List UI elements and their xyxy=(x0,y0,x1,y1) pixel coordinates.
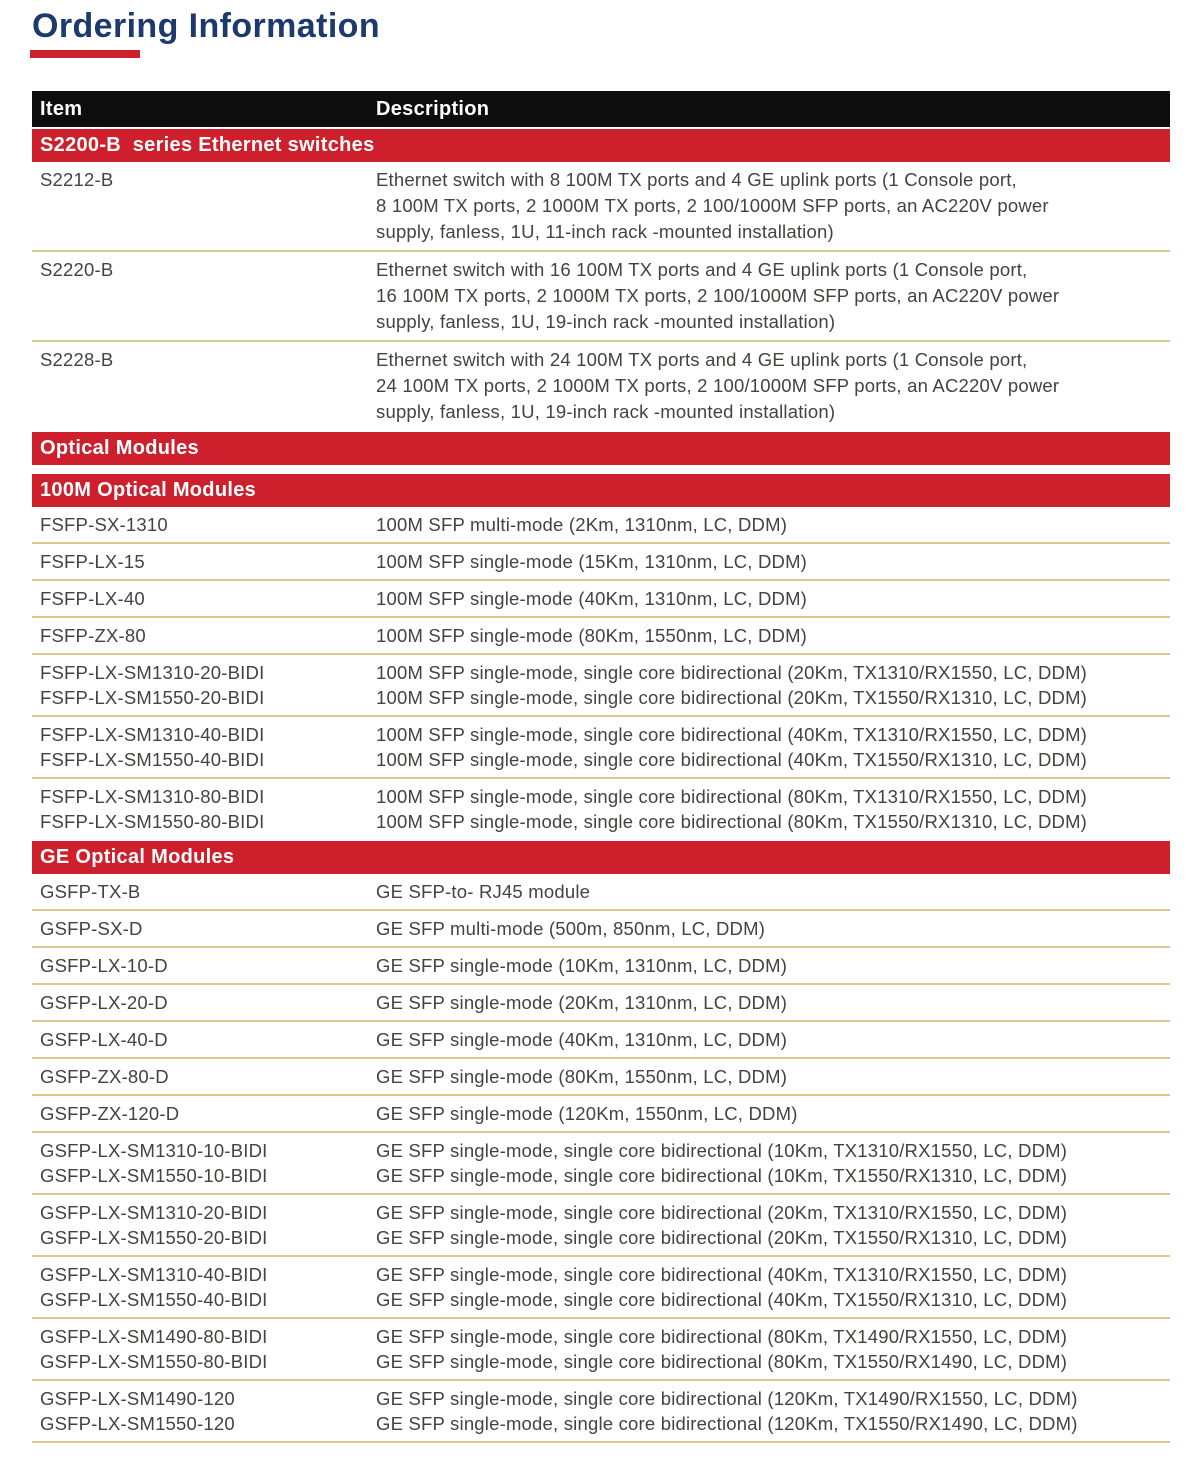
item-cell xyxy=(40,722,376,772)
description-text: 100M SFP single-mode, single core bidirectional (40Km, TX1550/RX1310, LC, DDM) xyxy=(376,749,1088,770)
description-text: 16 100M TX ports, 2 1000M TX ports, 2 100/1000M SFP ports, an AC220V power xyxy=(376,285,1060,306)
table-row xyxy=(32,1257,1170,1319)
item-cell xyxy=(40,784,376,834)
item-code: FSFP-ZX-80 xyxy=(40,625,146,646)
description-cell xyxy=(376,549,1170,574)
description-cell xyxy=(376,1324,1170,1374)
table-row xyxy=(32,252,1170,342)
item-code: FSFP-SX-1310 xyxy=(40,514,168,535)
item-cell xyxy=(40,953,376,978)
table-row xyxy=(32,162,1170,252)
description-cell xyxy=(376,784,1170,834)
table-body xyxy=(32,129,1170,1443)
item-code: GSFP-LX-10-D xyxy=(40,955,168,976)
table-row xyxy=(32,717,1170,779)
item-code: GSFP-LX-SM1550-120 xyxy=(40,1413,235,1434)
description-cell xyxy=(376,660,1170,710)
item-cell xyxy=(40,1324,376,1374)
description-text: 24 100M TX ports, 2 1000M TX ports, 2 100/1000M SFP ports, an AC220V power xyxy=(376,375,1060,396)
item-code: FSFP-LX-40 xyxy=(40,588,145,609)
description-cell xyxy=(376,879,1170,904)
description-text: 100M SFP single-mode (15Km, 1310nm, LC, DDM) xyxy=(376,551,808,572)
description-cell xyxy=(376,167,1170,245)
page-title: Ordering Information xyxy=(32,7,380,45)
item-code: GSFP-LX-SM1550-10-BIDI xyxy=(40,1165,268,1186)
item-code: FSFP-LX-SM1310-80-BIDI xyxy=(40,786,265,807)
item-cell xyxy=(40,1386,376,1436)
item-code: GSFP-LX-SM1490-120 xyxy=(40,1388,235,1409)
description-cell xyxy=(376,1101,1170,1126)
description-text: supply, fanless, 1U, 11-inch rack -mounted installation) xyxy=(376,221,834,242)
item-cell xyxy=(40,347,376,425)
table-row xyxy=(32,1319,1170,1381)
description-cell xyxy=(376,1064,1170,1089)
description-text: 100M SFP single-mode, single core bidirectional (40Km, TX1310/RX1550, LC, DDM) xyxy=(376,724,1088,745)
description-cell xyxy=(376,953,1170,978)
description-text: GE SFP single-mode, single core bidirectional (120Km, TX1550/RX1490, LC, DDM) xyxy=(376,1413,1078,1434)
description-cell xyxy=(376,722,1170,772)
table-row xyxy=(32,1381,1170,1443)
item-cell xyxy=(40,1138,376,1188)
description-text: GE SFP single-mode (120Km, 1550nm, LC, DDM) xyxy=(376,1103,798,1124)
item-code: GSFP-LX-SM1310-40-BIDI xyxy=(40,1264,268,1285)
description-text: GE SFP multi-mode (500m, 850nm, LC, DDM) xyxy=(376,918,766,939)
item-code: GSFP-LX-SM1490-80-BIDI xyxy=(40,1326,268,1347)
table-row xyxy=(32,1133,1170,1195)
description-cell xyxy=(376,1386,1170,1436)
table-row xyxy=(32,911,1170,948)
description-text: 100M SFP single-mode (40Km, 1310nm, LC, DDM) xyxy=(376,588,808,609)
description-cell xyxy=(376,586,1170,611)
description-text: 100M SFP single-mode, single core bidirectional (20Km, TX1310/RX1550, LC, DDM) xyxy=(376,662,1088,683)
description-text: Ethernet switch with 16 100M TX ports and 4 GE uplink ports (1 Console port, xyxy=(376,259,1028,280)
description-text: GE SFP single-mode (80Km, 1550nm, LC, DDM) xyxy=(376,1066,788,1087)
item-cell xyxy=(40,916,376,941)
table-row xyxy=(32,342,1170,430)
item-code: GSFP-LX-SM1550-20-BIDI xyxy=(40,1227,268,1248)
section-band: GE Optical Modules xyxy=(32,841,1170,874)
section-band: 100M Optical Modules xyxy=(32,474,1170,507)
description-text: supply, fanless, 1U, 19-inch rack -mounted installation) xyxy=(376,401,836,422)
item-cell xyxy=(40,549,376,574)
description-text: GE SFP single-mode (20Km, 1310nm, LC, DDM) xyxy=(376,992,788,1013)
item-code: S2212-B xyxy=(40,169,114,190)
description-text: Ethernet switch with 24 100M TX ports and 4 GE uplink ports (1 Console port, xyxy=(376,349,1028,370)
table-row xyxy=(32,1195,1170,1257)
item-code: FSFP-LX-SM1310-40-BIDI xyxy=(40,724,265,745)
item-code: GSFP-LX-SM1550-40-BIDI xyxy=(40,1289,268,1310)
description-text: GE SFP single-mode, single core bidirectional (10Km, TX1310/RX1550, LC, DDM) xyxy=(376,1140,1068,1161)
table-row xyxy=(32,874,1170,911)
table-row xyxy=(32,985,1170,1022)
description-text: GE SFP-to- RJ45 module xyxy=(376,881,591,902)
description-text: Ethernet switch with 8 100M TX ports and 4 GE uplink ports (1 Console port, xyxy=(376,169,1017,190)
description-text: GE SFP single-mode (40Km, 1310nm, LC, DDM) xyxy=(376,1029,788,1050)
item-code: GSFP-SX-D xyxy=(40,918,143,939)
item-code: GSFP-LX-SM1310-20-BIDI xyxy=(40,1202,268,1223)
item-cell xyxy=(40,990,376,1015)
item-code: FSFP-LX-SM1310-20-BIDI xyxy=(40,662,265,683)
description-cell xyxy=(376,990,1170,1015)
item-code: FSFP-LX-SM1550-20-BIDI xyxy=(40,687,265,708)
description-text: 100M SFP multi-mode (2Km, 1310nm, LC, DDM) xyxy=(376,514,788,535)
description-cell xyxy=(376,347,1170,425)
description-text: 100M SFP single-mode, single core bidirectional (80Km, TX1550/RX1310, LC, DDM) xyxy=(376,811,1088,832)
item-code: GSFP-TX-B xyxy=(40,881,141,902)
description-text: 100M SFP single-mode, single core bidirectional (20Km, TX1550/RX1310, LC, DDM) xyxy=(376,687,1088,708)
ordering-table xyxy=(32,91,1170,1443)
item-code: GSFP-LX-20-D xyxy=(40,992,168,1013)
item-code: GSFP-ZX-120-D xyxy=(40,1103,180,1124)
description-cell xyxy=(376,1200,1170,1250)
description-text: 8 100M TX ports, 2 1000M TX ports, 2 100/1000M SFP ports, an AC220V power xyxy=(376,195,1049,216)
description-text: GE SFP single-mode, single core bidirectional (40Km, TX1550/RX1310, LC, DDM) xyxy=(376,1289,1068,1310)
description-cell xyxy=(376,512,1170,537)
table-row xyxy=(32,655,1170,717)
description-text: GE SFP single-mode, single core bidirectional (20Km, TX1550/RX1310, LC, DDM) xyxy=(376,1227,1068,1248)
item-code: GSFP-LX-SM1310-10-BIDI xyxy=(40,1140,268,1161)
item-cell xyxy=(40,1262,376,1312)
description-cell xyxy=(376,1262,1170,1312)
description-text: GE SFP single-mode, single core bidirectional (120Km, TX1490/RX1550, LC, DDM) xyxy=(376,1388,1078,1409)
description-text: GE SFP single-mode, single core bidirectional (10Km, TX1550/RX1310, LC, DDM) xyxy=(376,1165,1068,1186)
table-row xyxy=(32,948,1170,985)
item-code: S2228-B xyxy=(40,349,114,370)
table-row xyxy=(32,618,1170,655)
item-cell xyxy=(40,879,376,904)
section-band: Optical Modules xyxy=(32,432,1170,465)
table-row xyxy=(32,1022,1170,1059)
table-header-row xyxy=(32,91,1170,127)
table-row xyxy=(32,544,1170,581)
item-cell xyxy=(40,512,376,537)
title-underline-accent xyxy=(30,50,140,58)
item-code: GSFP-LX-40-D xyxy=(40,1029,168,1050)
description-cell xyxy=(376,916,1170,941)
item-cell xyxy=(40,623,376,648)
item-cell xyxy=(40,257,376,335)
column-header-item: Item xyxy=(40,97,83,120)
table-row xyxy=(32,1096,1170,1133)
description-cell xyxy=(376,623,1170,648)
item-cell xyxy=(40,1027,376,1052)
description-cell xyxy=(376,1027,1170,1052)
description-cell xyxy=(376,1138,1170,1188)
description-text: GE SFP single-mode (10Km, 1310nm, LC, DDM) xyxy=(376,955,788,976)
description-cell xyxy=(376,257,1170,335)
description-text: supply, fanless, 1U, 19-inch rack -mounted installation) xyxy=(376,311,836,332)
table-row xyxy=(32,779,1170,839)
item-cell xyxy=(40,1064,376,1089)
item-cell xyxy=(40,1101,376,1126)
section-band: S2200-B series Ethernet switches xyxy=(32,129,1170,162)
column-header-description: Description xyxy=(376,97,490,120)
item-code: GSFP-ZX-80-D xyxy=(40,1066,169,1087)
table-row xyxy=(32,1059,1170,1096)
description-text: GE SFP single-mode, single core bidirectional (80Km, TX1490/RX1550, LC, DDM) xyxy=(376,1326,1068,1347)
description-text: 100M SFP single-mode, single core bidirectional (80Km, TX1310/RX1550, LC, DDM) xyxy=(376,786,1088,807)
table-row xyxy=(32,581,1170,618)
item-code: GSFP-LX-SM1550-80-BIDI xyxy=(40,1351,268,1372)
description-text: 100M SFP single-mode (80Km, 1550nm, LC, DDM) xyxy=(376,625,808,646)
item-cell xyxy=(40,1200,376,1250)
table-row xyxy=(32,507,1170,544)
item-cell xyxy=(40,586,376,611)
item-cell xyxy=(40,167,376,245)
description-text: GE SFP single-mode, single core bidirectional (80Km, TX1550/RX1490, LC, DDM) xyxy=(376,1351,1068,1372)
item-cell xyxy=(40,660,376,710)
item-code: FSFP-LX-15 xyxy=(40,551,145,572)
description-text: GE SFP single-mode, single core bidirectional (20Km, TX1310/RX1550, LC, DDM) xyxy=(376,1202,1068,1223)
item-code: FSFP-LX-SM1550-80-BIDI xyxy=(40,811,265,832)
description-text: GE SFP single-mode, single core bidirectional (40Km, TX1310/RX1550, LC, DDM) xyxy=(376,1264,1068,1285)
item-code: S2220-B xyxy=(40,259,114,280)
item-code: FSFP-LX-SM1550-40-BIDI xyxy=(40,749,265,770)
